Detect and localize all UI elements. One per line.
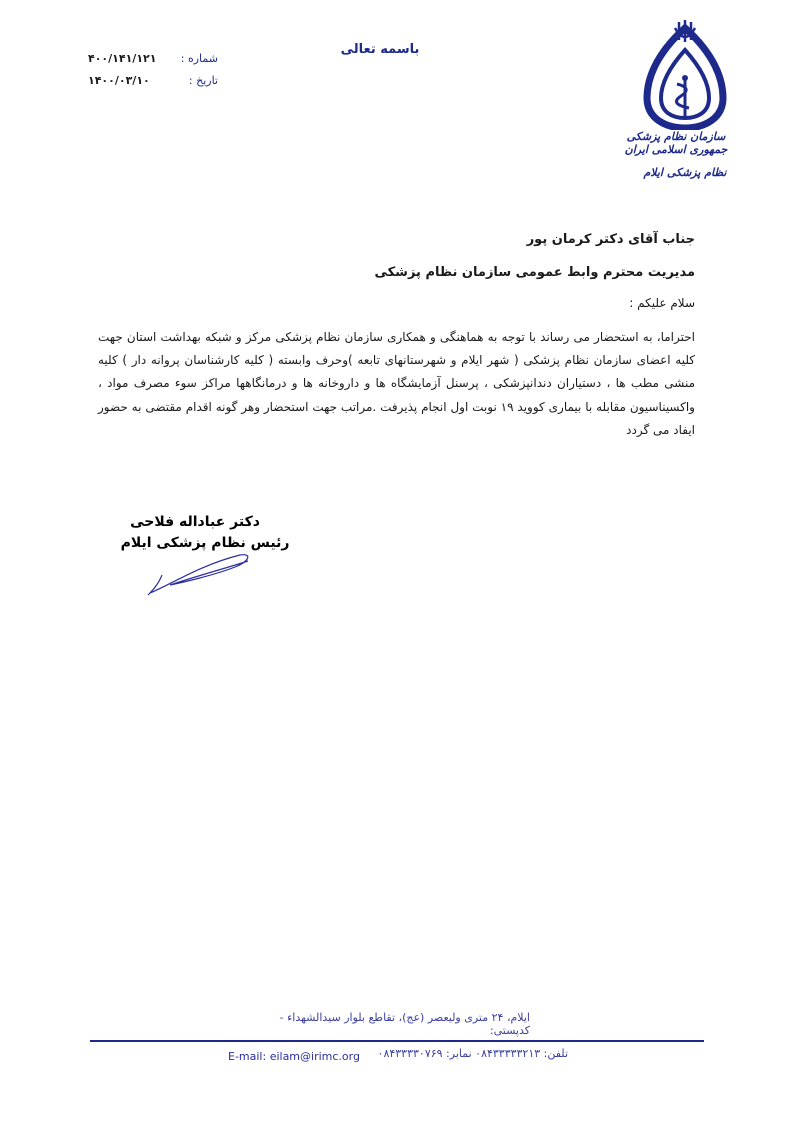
letter-number-label: شماره :	[180, 52, 218, 65]
letter-body: احتراما، به استحضار می رساند با توجه به هماهنگی و همکاری سازمان نظام پزشکی مرکز و شبکه بهداشت استان جهت کلیه اعضای سازمان نظام پزشکی ( شهر ایلام و شهرستانهای تابعه )وحرف وابسته ( کلیه کارشناسان پروانه دار ) کلیه منشی مطب ها ، دستیاران دندانپزشکی ، پرسنل آزمایشگاه ها و داروخانه ها و درمانگاهها مراکز سوء مصرف مواد ، واکسیناسیون مقابله با بیماری کووید ۱۹ نوبت اول انجام پذیرفت .مراتب جهت استحضار وهر گونه اقدام مقتضی به حضور ایفاد می گردد	[98, 330, 695, 437]
footer-divider	[90, 1040, 704, 1042]
footer-address: ایلام، ۲۴ متری ولیعصر (عج)، تقاطع بلوار سیدالشهداء - کدپستی:	[279, 1011, 530, 1037]
letter-date-row	[88, 74, 218, 90]
letter-date-value: ۱۴۰۰/۰۳/۱۰	[88, 74, 150, 87]
handwritten-signature	[140, 545, 260, 600]
footer-email: E-mail: eilam@irimc.org	[228, 1050, 360, 1063]
letter-number-row	[88, 52, 218, 68]
organization-name: سازمان نظام پزشکی جمهوری اسلامی ایران	[624, 130, 728, 156]
greeting: سلام علیکم :	[629, 296, 695, 310]
signatory-name: دکتر عباداله فلاحی	[130, 514, 260, 530]
recipient-line: جناب آقای دکتر کرمان پور	[526, 232, 695, 247]
department-line: مدیریت محترم وابط عمومی سازمان نظام پزشکی	[374, 265, 695, 280]
letter-date-label: تاریخ :	[188, 74, 218, 87]
organization-branch: نظام پزشکی ایلام	[643, 166, 727, 179]
footer-phone: تلفن: ۰۸۴۳۳۳۳۳۲۱۳ نمابر: ۰۸۴۳۳۳۳۰۷۶۹	[377, 1047, 568, 1060]
irimc-emblem-icon	[625, 20, 745, 130]
bismillah-heading: باسمه تعالی	[340, 42, 420, 57]
letter-number-value: ۴۰۰/۱۴۱/۱۲۱	[88, 52, 157, 65]
signatory-title: رئیس نظام پزشکی ایلام	[120, 535, 290, 551]
signature-scribble-icon	[140, 545, 260, 600]
